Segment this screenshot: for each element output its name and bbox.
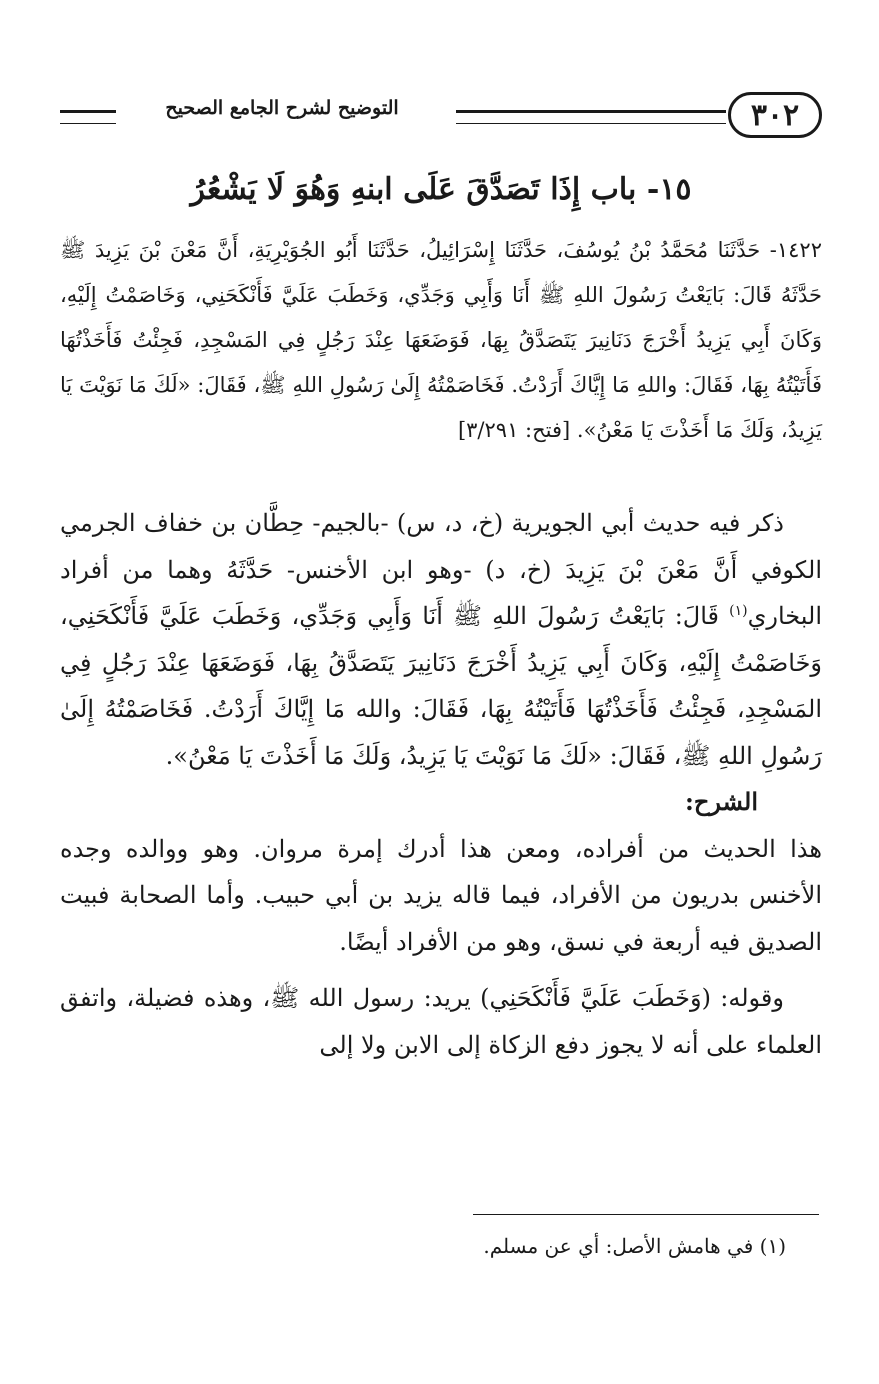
commentary-intro — [60, 500, 822, 779]
commentary-paragraph-2: وقوله: (وَخَطَبَ عَلَيَّ فَأَنْكَحَنِي) يريد: رسول الله ﷺ، وهذه فضيلة، واتفق العلماء على أنه لا يجوز دفع الزكاة إلى الابن ولا إلى — [60, 984, 822, 1059]
commentary-section — [60, 500, 822, 1068]
footnote-divider — [473, 1214, 819, 1215]
footnote: (١) في هامش الأصل: أي عن مسلم. — [483, 1234, 786, 1258]
header-rule-left — [60, 110, 116, 124]
chapter-heading: ١٥- باب إِذَا تَصَدَّقَ عَلَى ابنهِ وَهُوَ لَا يَشْعُرُ — [190, 172, 692, 207]
sharh-label: الشرح: — [685, 787, 758, 816]
intro-before-note: ذكر فيه حديث أبي الجويرية (خ، د، س) -بالجيم- حِطَّان بن خفاف الجرمي الكوفي أَنَّ مَعْنَ بْنَ يَزِيدَ (خ، د) -وهو ابن الأخنس- حَدَّثَهُ وهما من أفراد البخاري — [60, 509, 822, 630]
header-rule-right — [456, 110, 726, 124]
page-number: ٣٠٢ — [728, 92, 822, 138]
page-header — [60, 92, 822, 144]
running-title: التوضيح لشرح الجامع الصحيح — [165, 97, 399, 119]
intro-after-note: قَالَ: بَايَعْتُ رَسُولَ اللهِ ﷺ أَنَا وَأَبِي وَجَدِّي، وَخَطَبَ عَلَيَّ فَأَنْكَحَنِي، وَخَاصَمْتُ إِلَيْهِ، وَكَانَ أَبِي يَزِيدُ أَخْرَجَ دَنَانِيرَ يَتَصَدَّقُ بِهَا، فَوَضَعَهَا عِنْدَ رَجُلٍ فِي المَسْجِدِ، فَجِئْتُ فَأَخَذْتُهَا فَأَتَيْتُهُ بِهَا، فَقَالَ: والله مَا إِيَّاكَ أَرَدْتُ. فَخَاصَمْتُهُ إِلَىٰ رَسُولِ اللهِ ﷺ، فَقَالَ: «لَكَ مَا نَوَيْتَ يَا يَزِيدُ، وَلَكَ مَا أَخَذْتَ يَا مَعْنُ». — [60, 602, 822, 770]
commentary-paragraph-1: هذا الحديث من أفراده، ومعن هذا أدرك إمرة مروان. وهو ووالده وجده الأخنس بدريون من الأفراد، فيما قاله يزيد بن أبي حبيب. وأما الصحابة فبيت الصديق فيه أربعة في نسق، وهو من الأفراد أيضًا. — [60, 834, 822, 956]
footnote-marker: (١) — [729, 603, 748, 619]
hadith-text: ١٤٢٢- حَدَّثَنَا مُحَمَّدُ بْنُ يُوسُفَ، حَدَّثَنَا إِسْرَائِيلُ، حَدَّثَنَا أَبُو الجُوَيْرِيَةِ، أَنَّ مَعْنَ بْنَ يَزِيدَ ﷺ حَدَّثَهُ قَالَ: بَايَعْتُ رَسُولَ اللهِ ﷺ أَنَا وَأَبِي وَجَدِّي، وَخَطَبَ عَلَيَّ فَأَنْكَحَنِي، وَخَاصَمْتُ إِلَيْهِ، وَكَانَ أَبِي يَزِيدُ أَخْرَجَ دَنَانِيرَ يَتَصَدَّقُ بِهَا، فَوَضَعَهَا عِنْدَ رَجُلٍ فِي المَسْجِدِ، فَجِئْتُ فَأَخَذْتُهَا فَأَتَيْتُهُ بِهَا، فَقَالَ: واللهِ مَا إِيَّاكَ أَرَدْتُ. فَخَاصَمْتُهُ إِلَىٰ رَسُولِ اللهِ ﷺ، فَقَالَ: «لَكَ مَا نَوَيْتَ يَا يَزِيدُ، وَلَكَ مَا أَخَذْتَ يَا مَعْنُ». [فتح: ٣/٢٩١] — [60, 238, 822, 442]
